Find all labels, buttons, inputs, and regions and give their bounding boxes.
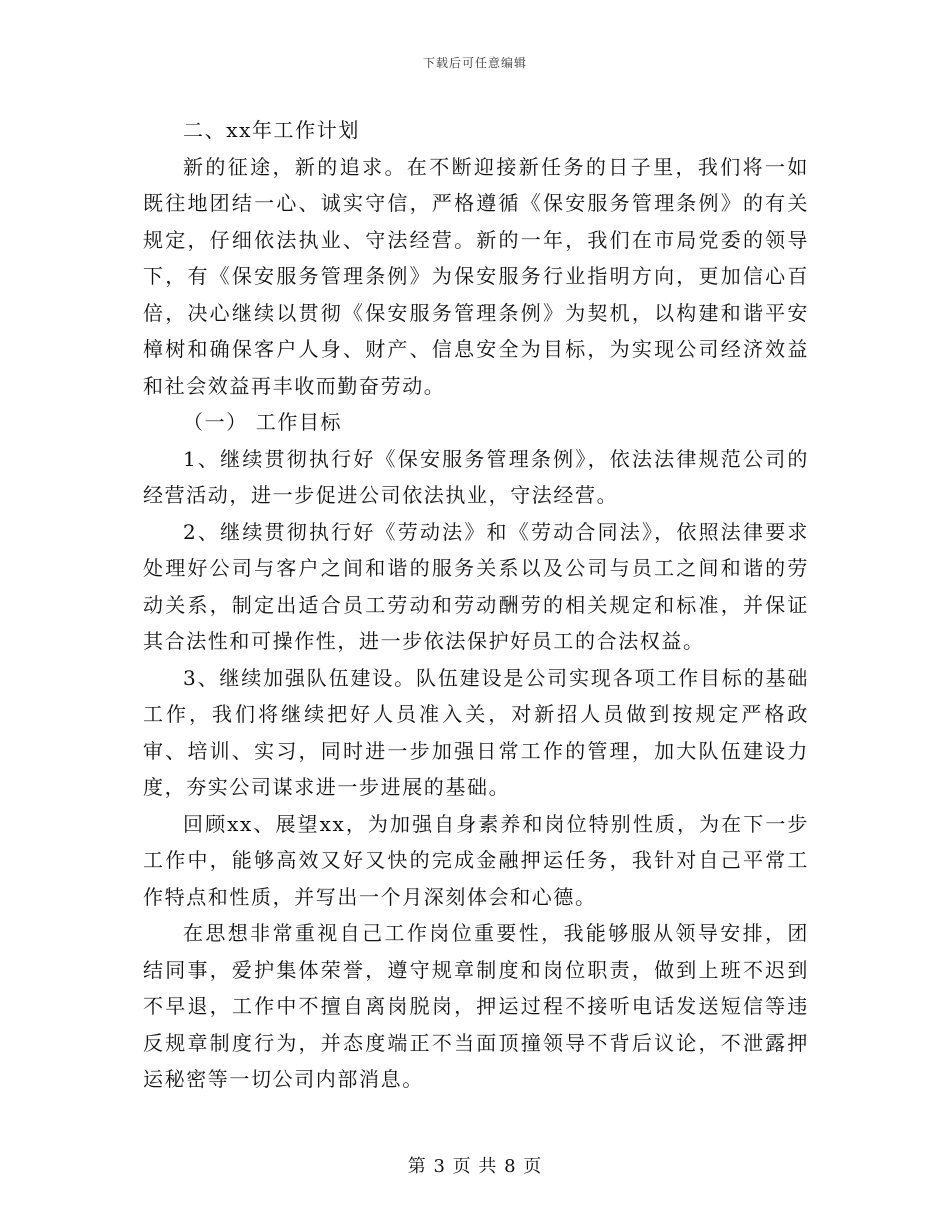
paragraph-intro: 新的征途，新的追求。在不断迎接新任务的日子里，我们将一如既往地团结一心、诚实守信，严格遵循《保安服务管理条例》的有关规定，仔细依法执业、守法经营。新的一年，我们在市局党委的领导下，有《保安服务管理条例》为保安服务行业指明方向，更加信心百倍，决心继续以贯彻《保安服务管理条例》为契机，以构建和谐平安樟树和确保客户人身、财产、信息安全为目标，为实现公司经济效益和社会效益再丰收而勤奋劳动。 [143, 154, 809, 398]
section-heading: 二、xx年工作计划 [183, 118, 360, 142]
document-body [143, 112, 809, 1098]
paragraph-review: 回顾xx、展望xx，为加强自身素养和岗位特别性质，为在下一步工作中，能够高效又好又快的完成金融押运任务，我针对自己平常工作特点和性质，并写出一个月深刻体会和心德。 [143, 811, 809, 909]
page-footer [0, 1152, 950, 1178]
footer-prefix: 第 [407, 1156, 427, 1177]
paragraph-item-1: 1、继续贯彻执行好《保安服务管理条例》，依法法律规范公司的经营活动，进一步促进公司依法执业，守法经营。 [143, 446, 809, 507]
footer-total-pages: 8 [504, 1156, 517, 1177]
header-note: 下载后可任意编辑 [422, 56, 527, 70]
footer-middle: 页 共 [452, 1156, 498, 1177]
paragraph-attitude: 在思想非常重视自己工作岗位重要性，我能够服从领导安排，团结同事，爱护集体荣誉，遵守规章制度和岗位职责，做到上班不迟到不早退，工作中不擅自离岗脱岗，押运过程不接听电话发送短信等违反规章制度行为，并态度端正不当面顶撞领导不背后议论，不泄露押运秘密等一切公司内部消息。 [143, 921, 809, 1091]
footer-current-page: 3 [433, 1156, 446, 1177]
footer-suffix: 页 [523, 1156, 543, 1177]
subsection-heading: （一） 工作目标 [183, 410, 343, 434]
paragraph-item-3: 3、继续加强队伍建设。队伍建设是公司实现各项工作目标的基础工作，我们将继续把好人员准入关，对新招人员做到按规定严格政审、培训、实习，同时进一步加强日常工作的管理，加大队伍建设力度，夯实公司谋求进一步进展的基础。 [143, 665, 809, 799]
paragraph-item-2: 2、继续贯彻执行好《劳动法》和《劳动合同法》，依照法律要求处理好公司与客户之间和谐的服务关系以及公司与员工之间和谐的劳动关系，制定出适合员工劳动和劳动酬劳的相关规定和标准，并保证其合法性和可操作性，进一步依法保护好员工的合法权益。 [143, 519, 809, 653]
